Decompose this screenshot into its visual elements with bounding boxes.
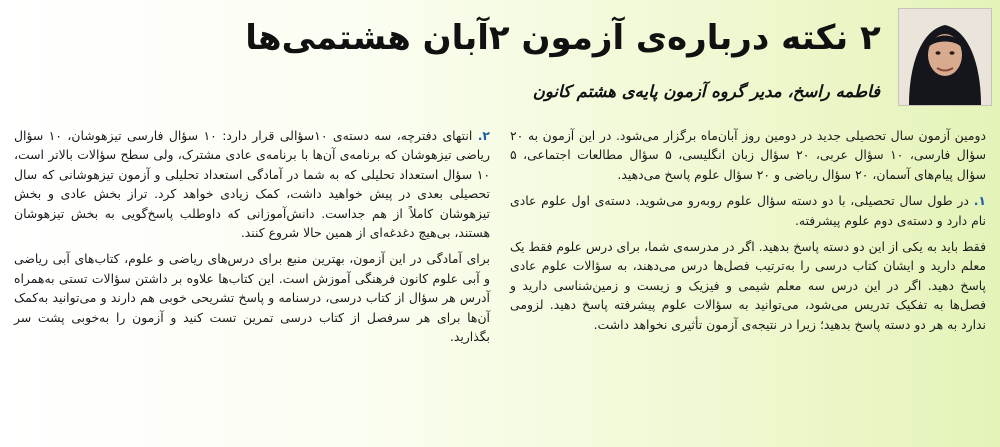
headline: ۲ نکته درباره‌ی آزمون ۲آبان هشتمی‌ها — [245, 18, 881, 58]
article-column-left — [14, 126, 490, 346]
point-1-text: در طول سال تحصیلی، با دو دسته سؤال علوم روبه‌رو می‌شوید. دسته‌ی اول علوم عادی نام دارد و دسته‌ی دوم علوم پیشرفته. — [510, 193, 986, 228]
preparation-paragraph: برای آمادگی در این آزمون، بهترین منبع برای درس‌های ریاضی و علوم، کتاب‌های آبی ریاضی و آبی علوم کانون فرهنگی آموزش است. این کتاب‌ها علاوه بر داشتن سؤالات تستی به‌همراه آدرس هر سؤال از کتاب درسی، درسنامه و پاسخ تشریحی خوبی هم دارند و می‌توانید به‌کمک آن‌ها برای هر سرفصل از کتاب درسی تمرین تست کنید و آزمون را به‌خوبی پشت سر بگذارید. — [14, 251, 490, 345]
author-photo — [898, 8, 992, 106]
science-paragraph: فقط باید به یکی از این دو دسته پاسخ بدهید. اگر در مدرسه‌ی شما، برای درس علوم فقط یک معلم دارید و ایشان کتاب درسی را به‌ترتیب فصل‌ها درس می‌دهند، به سؤالات علوم عادی پاسخ دهید. اگر در این درس سه معلم شیمی و فیزیک و زیست و زمین‌شناسی دارید و فصل‌ها به تفکیک تدریس می‌شود، می‌توانید به سؤالات علوم پیشرفته پاسخ دهید. لزومی ندارد به هر دو دسته پاسخ بدهید؛ زیرا در نتیجه‌ی آزمون تأثیری نخواهد داشت. — [510, 239, 986, 332]
intro-paragraph: دومین آزمون سال تحصیلی جدید در دومین روز آبان‌ماه برگزار می‌شود. در این آزمون به ۲۰ سؤال فارسی، ۱۰ سؤال عربی، ۲۰ سؤال زبان انگلیسی، ۵ سؤال مطالعات اجتماعی، ۵ سؤال پیام‌های آسمان، ۲۰ سؤال ریاضی و ۲۰ سؤال علوم پاسخ می‌دهید. — [510, 128, 986, 182]
byline: فاطمه راسخ، مدیر گروه آزمون پایه‌ی هشتم کانون — [532, 82, 880, 101]
point-1-paragraph — [510, 191, 986, 230]
point-2-number: ۲. — [477, 128, 490, 143]
point-2-text: انتهای دفترچه، سه دسته‌ی ۱۰سؤالی قرار دارد: ۱۰ سؤال فارسی تیزهوشان، ۱۰ سؤال ریاضی تیزهوشان که برنامه‌ی آن‌ها با برنامه‌ی عادی مشترک، ولی سطح سؤالات بالاتر است، ۱۰ سؤال استعداد تحلیلی که به شما در آمادگی استعداد تحلیلی و آزمون تیزهوشانی که سال تحصیلی بعدی در پیش خواهید داشت، کمک زیادی خواهد کرد. تراز بخش عادی و بخش تیزهوشان کاملاً از هم جداست. دانش‌آموزانی که داوطلب پاسخ‌گویی به بخش تیزهوشان هستند، بی‌هیچ دغدغه‌ای از همین حالا شروع کنند. — [14, 128, 490, 241]
author-portrait-icon — [899, 9, 991, 105]
point-1-number: ۱. — [973, 193, 986, 209]
point-2-paragraph — [14, 126, 490, 242]
article-column-right — [510, 126, 986, 334]
